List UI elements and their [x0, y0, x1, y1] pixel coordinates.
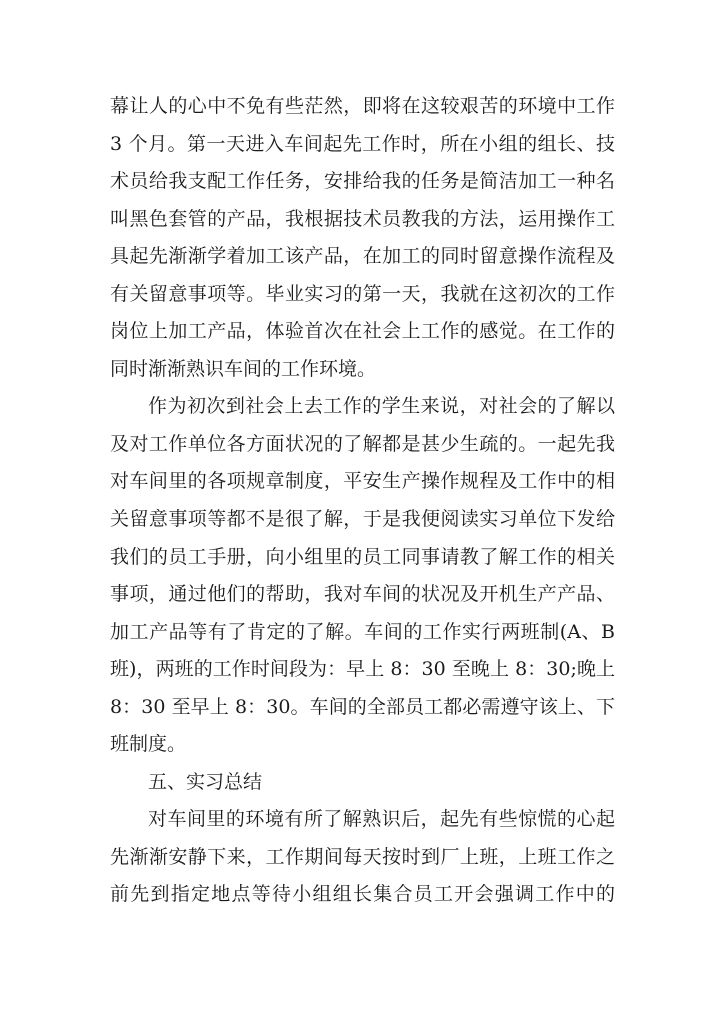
document-body — [110, 88, 615, 914]
body-line: 作为初次到社会上去工作的学生来说，对社会的了解以 — [148, 395, 615, 418]
body-line: 前先到指定地点等待小组组长集合员工开会强调工作中的 — [110, 883, 615, 906]
body-line: 加工产品等有了肯定的了解。车间的工作实行两班制(A、B — [110, 620, 615, 643]
body-line: 幕让人的心中不免有些茫然，即将在这较艰苦的环境中工作 — [110, 95, 615, 117]
body-line: 3 个月。第一天进入车间起先工作时，所在小组的组长、技 — [110, 132, 615, 155]
body-line: 岗位上加工产品，体验首次在社会上工作的感觉。在工作的 — [110, 320, 615, 343]
body-line: 同时渐渐熟识车间的工作环境。 — [110, 357, 377, 380]
body-line: 术员给我支配工作任务，安排给我的任务是简洁加工一种名 — [110, 170, 615, 193]
section-heading: 五、实习总结 — [148, 770, 263, 793]
body-line: 有关留意事项等。毕业实习的第一天，我就在这初次的工作 — [110, 282, 615, 305]
body-line: 8：30 至早上 8：30。车间的全部员工都必需遵守该上、下 — [110, 695, 615, 718]
body-line: 对车间里的环境有所了解熟识后，起先有些惊慌的心起 — [148, 808, 615, 831]
body-line: 事项，通过他们的帮助，我对车间的状况及开机生产产品、 — [110, 583, 615, 606]
body-line: 对车间里的各项规章制度，平安生产操作规程及工作中的相 — [110, 470, 615, 493]
body-line: 具起先渐渐学着加工该产品，在加工的同时留意操作流程及 — [110, 245, 615, 268]
body-line: 班)，两班的工作时间段为：早上 8：30 至晚上 8：30;晚上 — [110, 658, 615, 681]
body-line: 及对工作单位各方面状况的了解都是甚少生疏的。一起先我 — [110, 432, 615, 455]
body-line: 关留意事项等都不是很了解，于是我便阅读实习单位下发给 — [110, 508, 615, 531]
body-line: 先渐渐安静下来，工作期间每天按时到厂上班，上班工作之 — [110, 845, 615, 868]
body-line: 叫黑色套管的产品，我根据技术员教我的方法，运用操作工 — [110, 207, 615, 230]
body-line: 班制度。 — [110, 733, 187, 756]
body-line: 我们的员工手册，向小组里的员工同事请教了解工作的相关 — [110, 545, 615, 568]
